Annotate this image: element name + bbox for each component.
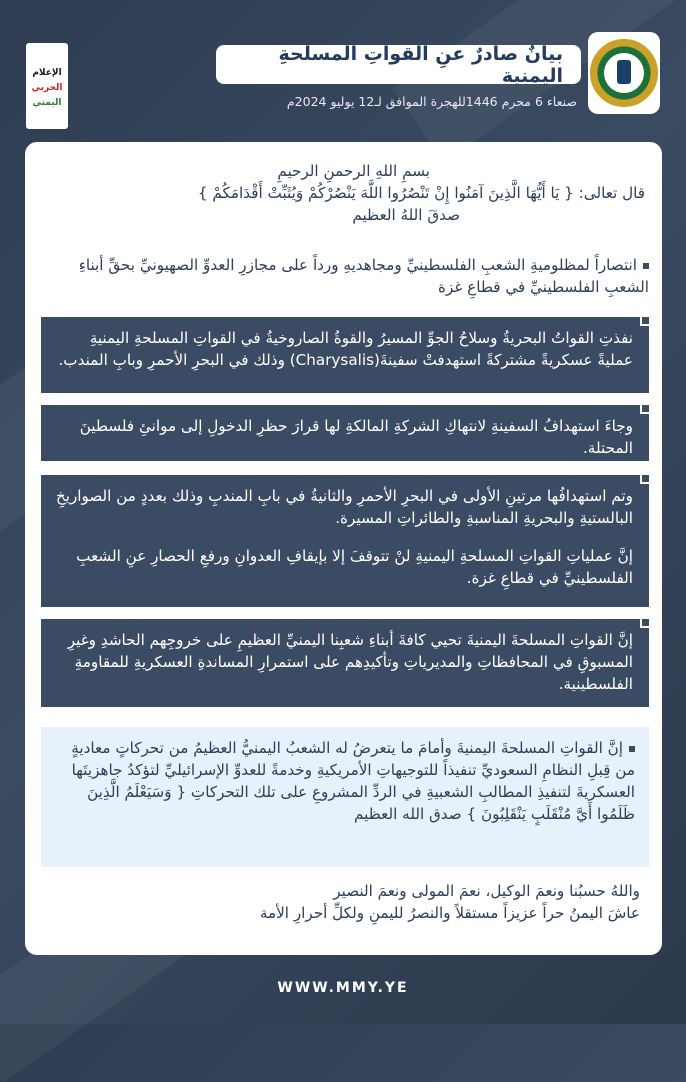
armed-forces-logo [588, 32, 660, 114]
bullet-icon [629, 746, 635, 752]
block-5-text: إنَّ القواتِ المسلحةَ اليمنيةَ وأمامَ ما يتعرضُ له الشعبُ اليمنيُّ العظيمُ من تحركاتٍ معاديةٍ من قِبلِ النظامِ السعوديِّ تنفيذاً للتوجيهاتِ الأمريكيةِ وخدمةً للعدوِّ الإسرائيليِّ لتؤكدُ جاهزيتَها العسكريةَ لتنفيذِ المطالبِ الشعبيةِ في الردِّ المشروعِ على تلك التحركاتِ { وَسَيَعْلَمُ الَّذِينَ ظَلَمُوا أَيَّ مُنْقَلَبٍ يَنْقَلِبُونَ } صدق الله العظيم [71, 739, 635, 823]
block-5-paragraph [53, 737, 635, 825]
closing-line-2: عاشَ اليمنُ حراً عزيزاً مستقلاً والنصرُ لليمنِ ولكلِّ أحرارِ الأمة [259, 904, 640, 922]
block-1-text: نفذتِ القواتُ البحريةُ وسلاحُ الجوِّ المسيرُ والقوةُ الصاروخيةُ في القواتِ المسلحةِ اليمنيةِ عمليةً عسكريةً مشتركةً استهدفتْ سفينةَ(Charysalis) وذلك في البحرِ الأحمرِ وبابِ المندب. [58, 329, 633, 369]
statement-block-2 [41, 405, 649, 461]
basmala: بسمِ اللهِ الرحمنِ الرحيمِ [277, 162, 430, 180]
statement-card [25, 142, 662, 955]
website-link[interactable]: WWW.MMY.YE [277, 980, 409, 996]
bullet-icon [643, 263, 649, 269]
verse-end: صدقَ اللهُ العظيم [352, 206, 460, 224]
block-3a-text: وتم استهدافُها مرتينِ الأولى في البحرِ الأحمرِ والثانيةُ في بابِ المندبِ وذلك بعددٍ من الصواريخِ البالستيةِ والبحريةِ المناسبةِ والطائراتِ المسيرة. [55, 487, 633, 527]
statement-block-4 [41, 619, 649, 707]
block-3b-text: إنَّ عملياتِ القواتِ المسلحةِ اليمنيةِ لنْ تتوقفَ إلا بإيقافِ العدوانِ ورفعِ الحصارِ عنِ الشعبِ الفلسطينيِّ في قطاعِ غزة. [76, 547, 633, 587]
statement-block-5 [41, 727, 649, 867]
military-media-logo [26, 43, 68, 129]
corner-marker [640, 617, 651, 628]
statement-block-1 [41, 317, 649, 393]
closing-line-1: واللهُ حسبُنا ونعمَ الوكيل، نعمَ المولى ونعمَ النصير [333, 882, 640, 900]
block-2-text: وجاءَ استهدافُ السفينةِ لانتهاكِ الشركةِ المالكةِ لها قرارَ حظرِ الدخولِ إلى موانئِ فلسطينَ المحتلة. [79, 417, 633, 457]
title-box [216, 42, 581, 87]
block-4-text: إنَّ القواتِ المسلحةَ اليمنيةَ تحيي كافةَ أبناءِ شعبِنا اليمنيِّ العظيمِ على خروجِهم الحاشدِ وغيرِ المسبوقِ في المحافظاتِ والمديرياتِ وتأكيدِهم على استمرارِ المساندةِ العسكريةِ للمقاومةِ الفلسطينية. [67, 631, 633, 693]
media-logo-line2: الحربي [31, 82, 63, 93]
intro-text: انتصاراً لمظلوميةِ الشعبِ الفلسطينيِّ ومجاهديهِ ورداً على مجازرِ العدوِّ الصهيونيِّ بحقِّ أبناءِ الشعبِ الفلسطينيِّ في قطاعِ غزة [78, 256, 649, 296]
media-logo-line3: اليمني [32, 97, 62, 108]
emblem-icon [590, 39, 658, 107]
header [0, 22, 686, 132]
intro-paragraph [47, 254, 649, 298]
corner-marker [640, 315, 651, 326]
statement-block-3 [41, 475, 649, 607]
quran-verse: قال تعالى: { يَا أَيُّهَا الَّذِينَ آمَنُوا إِنْ تَنْصُرُوا اللَّهَ يَنْصُرْكُمْ وَيُثَبِّتْ أَقْدَامَكُمْ } [197, 184, 645, 202]
statement-date: صنعاء 6 محرم 1446للهجرة الموافق لـ12 يوليو 2024م [286, 94, 577, 109]
corner-marker [640, 473, 651, 484]
corner-marker [640, 403, 651, 414]
page-title: بيانٌ صادرٌ عنِ القواتِ المسلحةِ اليمنية [278, 42, 563, 87]
media-logo-line1: الإعلام [32, 67, 62, 78]
